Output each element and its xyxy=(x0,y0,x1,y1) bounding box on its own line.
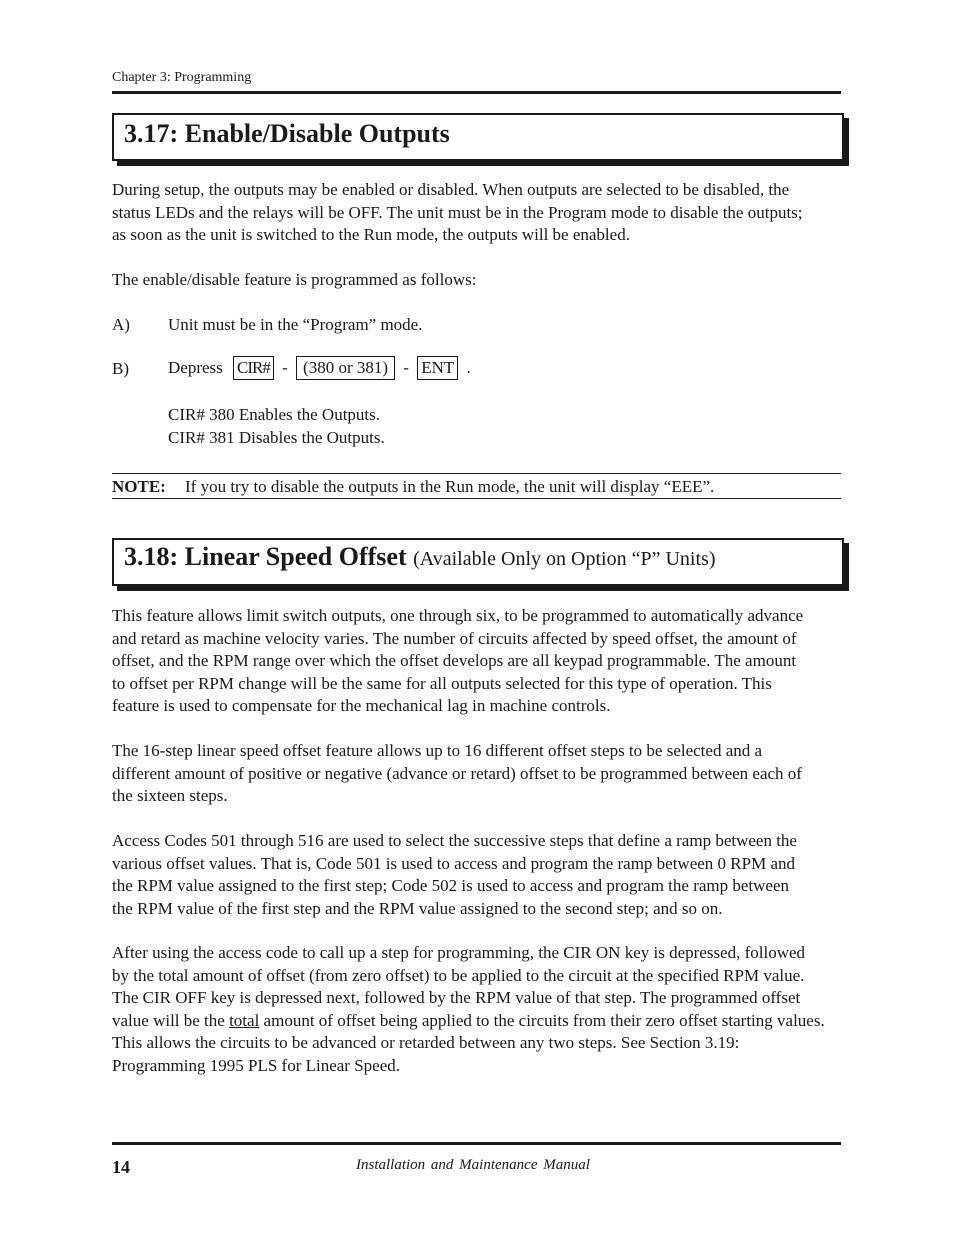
para-line: The CIR OFF key is depressed next, followed by the RPM value of that step. The programmed offset xyxy=(112,988,801,1008)
para-line: by the total amount of offset (from zero offset) to be applied to the circuit at the specified RPM value. xyxy=(112,965,805,985)
section-318-heading-box xyxy=(112,538,844,586)
key-separator: - xyxy=(282,358,288,377)
footer-rule xyxy=(112,1142,841,1145)
para-line: feature is used to compensate for the mechanical lag in machine controls. xyxy=(112,696,611,716)
section-318-para-1 xyxy=(112,605,842,718)
key-cir: CIR# xyxy=(233,356,274,380)
para-line: Programming 1995 PLS for Linear Speed. xyxy=(112,1055,401,1075)
para-line: the RPM value assigned to the first step; Code 502 is used to access and program the ramp between xyxy=(112,876,790,896)
section-318-subtitle: (Available Only on Option “P” Units) xyxy=(413,548,716,570)
section-317-intro xyxy=(112,179,842,247)
note-text: If you try to disable the outputs in the Run mode, the unit will display “EEE”. xyxy=(185,477,715,496)
section-318-para-4 xyxy=(112,942,842,1078)
note-label: NOTE: xyxy=(112,477,166,496)
intro-line: as soon as the unit is switched to the Run mode, the outputs will be enabled. xyxy=(112,225,630,245)
underlined-total: total xyxy=(229,1010,260,1030)
para-line: Access Codes 501 through 516 are used to select the successive steps that define a ramp between the xyxy=(112,831,797,850)
section-318-title-main: 3.18: Linear Speed Offset xyxy=(124,542,407,571)
para-line xyxy=(112,1010,842,1033)
chapter-header: Chapter 3: Programming xyxy=(112,70,252,85)
section-317-heading-box xyxy=(112,113,844,161)
section-318-para-3 xyxy=(112,830,842,920)
footer-title: Installation and Maintenance Manual xyxy=(356,1157,590,1173)
step-a-text: Unit must be in the “Program” mode. xyxy=(168,315,423,334)
para-line: This allows the circuits to be advanced or retarded between any two steps. See Section 3.19: xyxy=(112,1033,740,1053)
para-line: to offset per RPM change will be the same for all outputs selected for this type of operation. This xyxy=(112,673,772,693)
cir-note-line: CIR# 381 Disables the Outputs. xyxy=(168,427,385,447)
section-318-para-2 xyxy=(112,740,842,808)
cir-note-line: CIR# 380 Enables the Outputs. xyxy=(168,405,381,424)
para-line: The 16-step linear speed offset feature allows up to 16 different offset steps to be selected and a xyxy=(112,741,763,760)
line-text: amount of offset being applied to the circuits from their zero offset starting values. xyxy=(259,1010,825,1030)
step-b-row xyxy=(168,356,471,380)
para-line: and retard as machine velocity varies. The number of circuits affected by speed offset, the amount of xyxy=(112,628,797,648)
section-317-title: 3.17: Enable/Disable Outputs xyxy=(124,119,450,148)
programmed-as-follows: The enable/disable feature is programmed as follows: xyxy=(112,270,477,289)
para-line: various offset values. That is, Code 501 is used to access and program the ramp between 0 RPM and xyxy=(112,853,796,873)
depress-text: Depress xyxy=(168,358,223,377)
para-line: offset, and the RPM range over which the offset develops are all keypad programmable. The amount xyxy=(112,651,797,671)
section-318-title xyxy=(124,542,715,572)
intro-line: status LEDs and the relays will be OFF. The unit must be in the Program mode to disable the outputs; xyxy=(112,202,803,222)
note-rule-bottom xyxy=(112,498,841,499)
step-b-label: B) xyxy=(112,359,129,378)
step-b-period: . xyxy=(466,358,471,377)
intro-line: During setup, the outputs may be enabled or disabled. When outputs are selected to be disabled, the xyxy=(112,180,790,199)
page-number: 14 xyxy=(112,1157,130,1177)
para-line: This feature allows limit switch outputs, one through six, to be programmed to automatically advance xyxy=(112,606,804,625)
para-line: the sixteen steps. xyxy=(112,786,228,806)
key-ent: ENT xyxy=(417,356,458,380)
para-line: After using the access code to call up a step for programming, the CIR ON key is depressed, followed xyxy=(112,943,806,962)
para-line: different amount of positive or negative (advance or retard) offset to be programmed between each of xyxy=(112,763,802,783)
key-separator: - xyxy=(403,358,409,377)
cir-notes xyxy=(168,404,768,449)
header-rule xyxy=(112,91,841,94)
key-380-381: (380 or 381) xyxy=(296,356,395,380)
step-a-label: A) xyxy=(112,315,130,334)
line-text: value will be the xyxy=(112,1010,230,1030)
note-rule-top xyxy=(112,473,841,474)
para-line: the RPM value of the first step and the RPM value assigned to the second step; and so on. xyxy=(112,898,723,918)
